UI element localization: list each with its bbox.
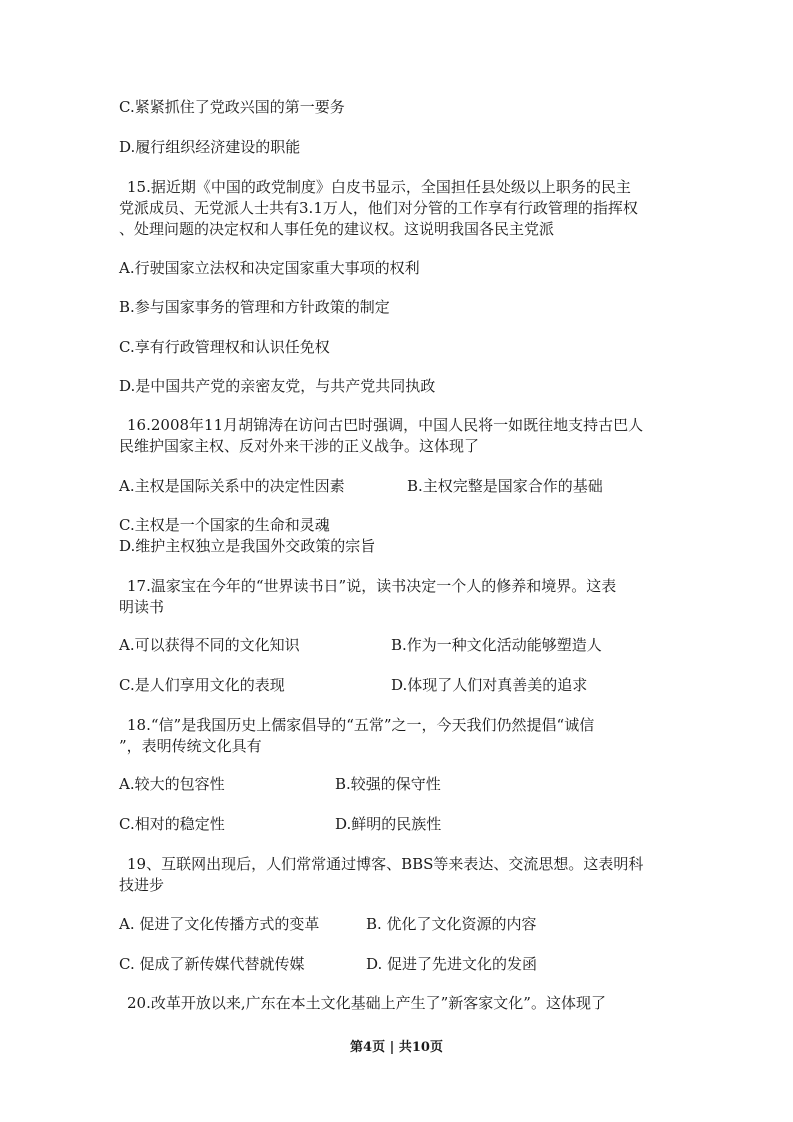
- option-17b: B.作为一种文化活动能够塑造人: [391, 636, 602, 654]
- question-17-line-1: 17.温家宝在今年的“世界读书日”说，读书决定一个人的修养和境界。这表: [127, 577, 617, 595]
- option-17d: D.体现了人们对真善美的追求: [391, 676, 588, 694]
- option-16b: B.主权完整是国家合作的基础: [407, 477, 603, 495]
- question-15-line-2: 党派成员、无党派人士共有3.1万人，他们对分管的工作享有行政管理的指挥权: [119, 199, 638, 217]
- option-15c: C.享有行政管理权和认识任免权: [119, 338, 330, 356]
- option-16a: A.主权是国际关系中的决定性因素: [119, 477, 345, 495]
- question-20-line-1: 20.改革开放以来,广东在本土文化基础上产生了”新客家文化”。这体现了: [127, 994, 606, 1012]
- question-15-line-3: 、处理问题的决定权和人事任免的建议权。这说明我国各民主党派: [119, 220, 555, 238]
- question-18-line-2: ”，表明传统文化具有: [119, 737, 262, 755]
- option-18c: C.相对的稳定性: [119, 815, 225, 833]
- option-16d: D.维护主权独立是我国外交政策的宗旨: [119, 537, 376, 555]
- option-18a: A.较大的包容性: [119, 775, 225, 793]
- question-18-line-1: 18.“信”是我国历史上儒家倡导的“五常”之一，今天我们仍然提倡“诚信: [127, 716, 595, 734]
- option-19a: A. 促进了文化传播方式的变革: [119, 915, 320, 933]
- option-14c: C.紧紧抓住了党政兴国的第一要务: [119, 98, 345, 116]
- option-17c: C.是人们享用文化的表现: [119, 676, 285, 694]
- option-19d: D. 促进了先进文化的发函: [366, 955, 538, 973]
- option-19c: C. 促成了新传媒代替就传媒: [119, 955, 305, 973]
- option-17a: A.可以获得不同的文化知识: [119, 636, 300, 654]
- question-15-line-1: 15.据近期《中国的政党制度》白皮书显示，全国担任县处级以上职务的民主: [127, 178, 631, 196]
- question-17-line-2: 明读书: [119, 598, 165, 616]
- question-16-line-1: 16.2008年11月胡锦涛在访问古巴时强调，中国人民将一如既往地支持古巴人: [127, 416, 644, 434]
- option-18b: B.较强的保守性: [335, 775, 441, 793]
- option-16c: C.主权是一个国家的生命和灵魂: [119, 516, 330, 534]
- option-18d: D.鲜明的民族性: [335, 815, 442, 833]
- question-19-line-2: 技进步: [119, 876, 165, 894]
- option-14d: D.履行组织经济建设的职能: [119, 138, 301, 156]
- question-16-line-2: 民维护国家主权、反对外来干涉的正义战争。这体现了: [119, 437, 480, 455]
- option-15b: B.参与国家事务的管理和方针政策的制定: [119, 298, 390, 316]
- question-19-line-1: 19、互联网出现后，人们常常通过博客、BBS等来表达、交流思想。这表明科: [127, 855, 644, 873]
- page-footer: 第4页 | 共10页: [350, 1040, 443, 1055]
- option-15a: A.行驶国家立法权和决定国家重大事项的权利: [119, 259, 420, 277]
- option-19b: B. 优化了文化资源的内容: [366, 915, 537, 933]
- option-15d: D.是中国共产党的亲密友党，与共产党共同执政: [119, 377, 436, 395]
